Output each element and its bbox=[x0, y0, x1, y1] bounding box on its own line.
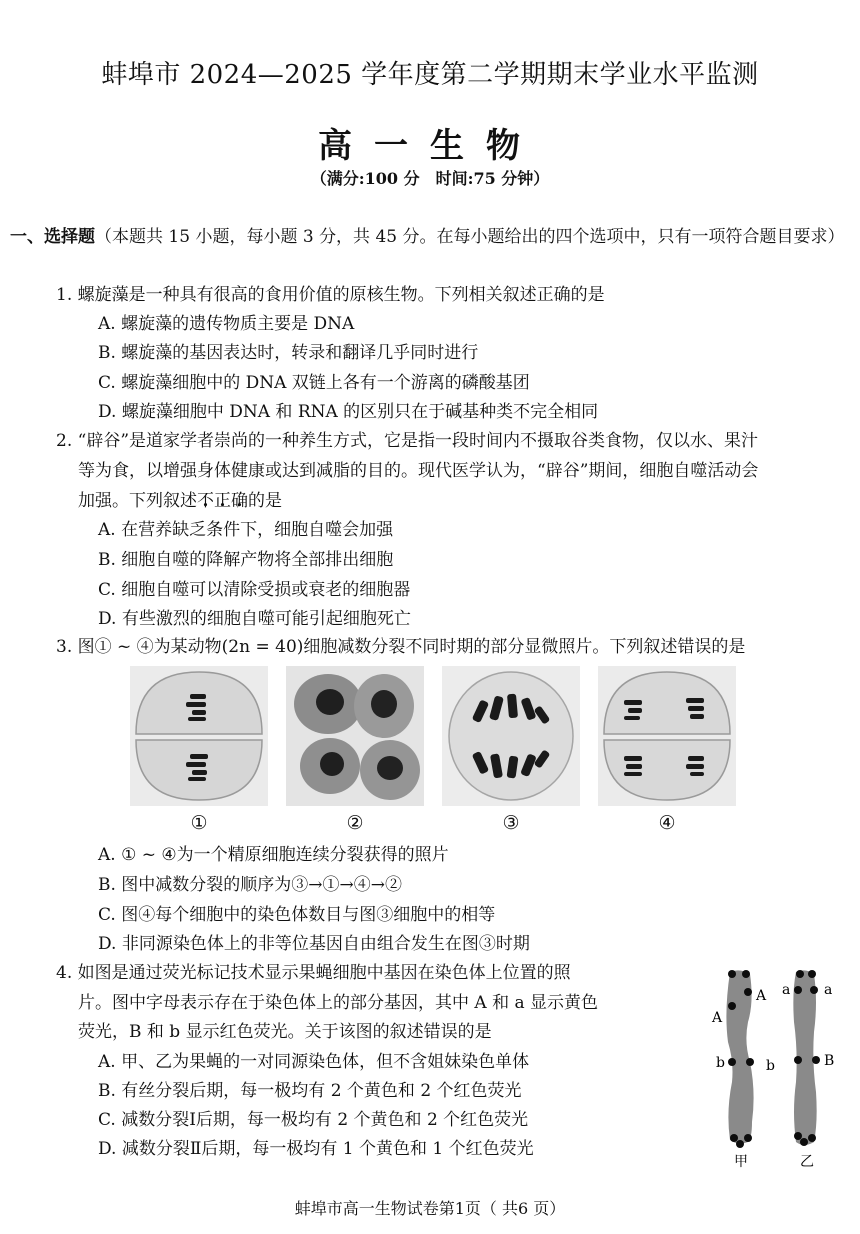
gene-label-A-1: A bbox=[756, 988, 767, 1004]
section-description: （本题共 15 小题，每小题 3 分，共 45 分。在每小题给出的四个选项中，只有一项符合题目要求） bbox=[95, 227, 845, 247]
emphasis-char: 确 bbox=[231, 491, 248, 511]
chromosome-label-yi: 乙 bbox=[800, 1154, 814, 1170]
question-3-stem: 3. 图① ~ ④为某动物(2n = 40)细胞减数分裂不同时期的部分显微照片。下列叙述错误的是 bbox=[56, 637, 746, 657]
micrograph-1 bbox=[130, 666, 268, 806]
question-4-chromosome-figure bbox=[700, 962, 850, 1172]
question-2-option-d: D. 有些激烈的细胞自噬可能引起细胞死亡 bbox=[98, 609, 411, 629]
question-3-option-d: D. 非同源染色体上的非等位基因自由组合发生在图③时期 bbox=[98, 934, 530, 954]
question-4-stem-line-1: 4. 如图是通过荧光标记技术显示果蝇细胞中基因在染色体上位置的照 bbox=[56, 963, 571, 983]
micrograph-label-1: ① bbox=[190, 812, 208, 834]
micrograph-label-4: ④ bbox=[658, 812, 676, 834]
emphasis-char: 正 bbox=[214, 491, 231, 511]
question-2-stem-line-2: 等为食，以增强身体健康或达到减脂的目的。现代医学认为，“辟谷”期间，细胞自噬活动会 bbox=[78, 461, 759, 481]
question-2-stem-line-3 bbox=[78, 486, 282, 516]
subject-title: 高一生物 bbox=[318, 126, 542, 166]
question-2-stem-post: 的是 bbox=[248, 491, 282, 511]
gene-label-b-2: b bbox=[766, 1058, 775, 1074]
gene-label-b-1: b bbox=[716, 1055, 725, 1071]
question-4-stem-line-2: 片。图中字母表示存在于染色体上的部分基因，其中 A 和 a 显示黄色 bbox=[78, 993, 599, 1013]
question-1-option-c: C. 螺旋藻细胞中的 DNA 双链上各有一个游离的磷酸基团 bbox=[98, 373, 530, 393]
section-number: 一、 bbox=[10, 227, 44, 247]
micrograph-3 bbox=[442, 666, 580, 806]
question-3-micrographs bbox=[130, 666, 740, 842]
question-2-option-b: B. 细胞自噬的降解产物将全部排出细胞 bbox=[98, 550, 394, 570]
question-2-option-c: C. 细胞自噬可以清除受损或衰老的细胞器 bbox=[98, 580, 411, 600]
question-3-option-a: A. ① ~ ④为一个精原细胞连续分裂获得的照片 bbox=[98, 845, 449, 865]
question-2-option-a: A. 在营养缺乏条件下，细胞自噬会加强 bbox=[98, 520, 394, 540]
question-1-option-d: D. 螺旋藻细胞中 DNA 和 RNA 的区别只在于碱基种类不完全相同 bbox=[98, 402, 599, 422]
question-2-stem-pre: 加强。下列叙述 bbox=[78, 491, 197, 511]
question-4-option-a: A. 甲、乙为果蝇的一对同源染色体，但不含姐妹染色单体 bbox=[98, 1052, 530, 1072]
micrograph-2 bbox=[286, 666, 424, 806]
question-1-option-b: B. 螺旋藻的基因表达时，转录和翻译几乎同时进行 bbox=[98, 343, 479, 363]
micrograph-4 bbox=[598, 666, 736, 806]
question-4-option-b: B. 有丝分裂后期，每一极均有 2 个黄色和 2 个红色荧光 bbox=[98, 1081, 522, 1101]
section-name: 选择题 bbox=[44, 227, 95, 247]
question-2-emphasis bbox=[197, 491, 248, 511]
gene-label-A-2: A bbox=[712, 1010, 723, 1026]
question-1-stem: 1. 螺旋藻是一种具有很高的食用价值的原核生物。下列相关叙述正确的是 bbox=[56, 285, 605, 305]
exam-title: 蚌埠市 2024—2025 学年度第二学期期末学业水平监测 bbox=[101, 60, 759, 90]
page-footer: 蚌埠市高一生物试卷第1页（ 共6 页） bbox=[294, 1199, 566, 1218]
emphasis-char: 不 bbox=[197, 491, 214, 511]
question-4-stem-line-3: 荧光，B 和 b 显示红色荧光。关于该图的叙述错误的是 bbox=[78, 1022, 492, 1042]
question-3-option-c: C. 图④每个细胞中的染色体数目与图③细胞中的相等 bbox=[98, 905, 496, 925]
chromosome-label-jia: 甲 bbox=[734, 1154, 748, 1170]
question-1-option-a: A. 螺旋藻的遗传物质主要是 DNA bbox=[98, 314, 355, 334]
question-4-option-d: D. 减数分裂Ⅱ后期，每一极均有 1 个黄色和 1 个红色荧光 bbox=[98, 1139, 534, 1159]
question-4-option-c: C. 减数分裂Ⅰ后期，每一极均有 2 个黄色和 2 个红色荧光 bbox=[98, 1110, 529, 1130]
micrograph-label-3: ③ bbox=[502, 812, 520, 834]
gene-label-B: B bbox=[824, 1053, 835, 1069]
gene-label-a-1: a bbox=[782, 982, 791, 998]
gene-label-a-2: a bbox=[824, 982, 833, 998]
question-2-stem-line-1: 2. “辟谷”是道家学者崇尚的一种养生方式，它是指一段时间内不摄取谷类食物，仅以水、果汁 bbox=[56, 431, 759, 451]
question-3-option-b: B. 图中减数分裂的顺序为③→①→④→② bbox=[98, 875, 403, 895]
micrograph-label-2: ② bbox=[346, 812, 364, 834]
exam-meta: （满分:100 分 时间:75 分钟） bbox=[310, 169, 550, 188]
section-heading bbox=[10, 222, 845, 253]
chromosome-jia bbox=[726, 970, 753, 1143]
